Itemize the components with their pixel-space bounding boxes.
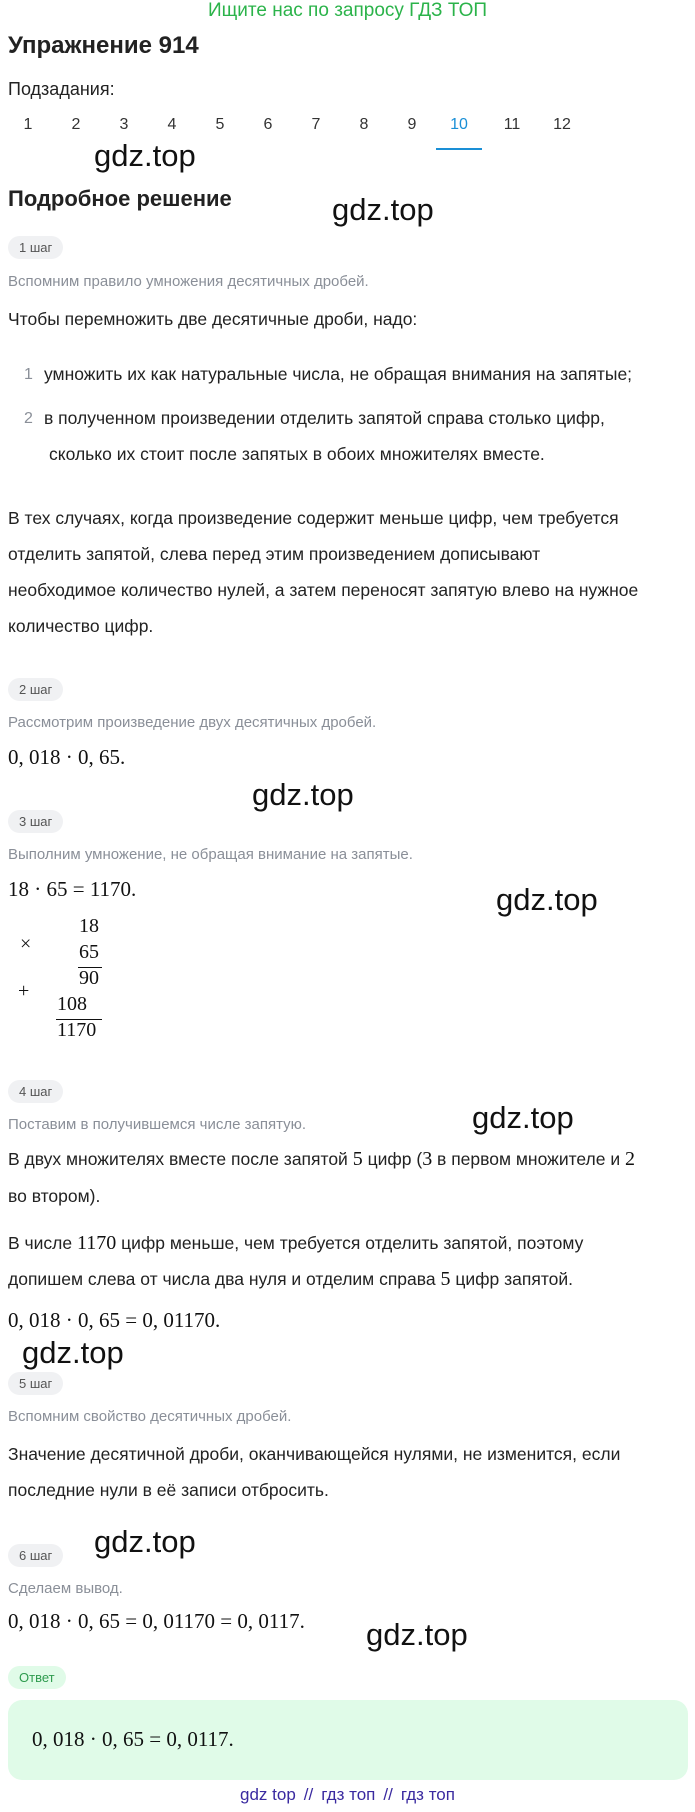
footer-link[interactable]: gdz top [240,1785,296,1804]
step-hint: Вспомним правило умножения десятичных дробей. [8,273,369,290]
tab-8[interactable]: 8 [359,116,369,133]
list-item: умножить их как натуральные числа, не обращая внимания на запятые; [44,364,633,384]
step-badge: 3 шаг [8,810,63,833]
tab-7[interactable]: 7 [311,116,321,133]
step-hint: Вспомним свойство десятичных дробей. [8,1408,292,1425]
list-item-cont: сколько их стоит после запятых в обоих множителях вместе. [49,444,545,464]
multiplicand: 18 [79,915,99,937]
step-hint: Поставим в получившемся числе запятую. [8,1116,307,1133]
footer-links [0,1785,695,1805]
partial-product: 108 [57,993,87,1015]
times-sign: × [20,933,32,955]
answer-expression: 0, 018 · 0, 65 = 0, 0117. [32,1727,234,1751]
footer-link[interactable]: гдз топ [400,1785,455,1804]
answer-badge: Ответ [8,1666,66,1689]
watermark: gdz.top [472,1100,574,1135]
tab-10[interactable]: 10 [436,110,482,150]
tab-5[interactable]: 5 [215,116,225,133]
tab-2[interactable]: 2 [71,116,81,133]
math-expression: 0, 018 · 0, 65. [8,745,126,769]
partial-product: 90 [79,967,99,989]
step-text: допишем слева от числа два нуля и отделим справа 5 цифр запятой. [8,1268,574,1290]
math-expression: 0, 018 · 0, 65 = 0, 01170. [8,1308,221,1332]
watermark: gdz.top [22,1335,124,1370]
paragraph-line: необходимое количество нулей, а затем переносят запятую влево на нужное [8,580,639,600]
tab-6[interactable]: 6 [263,116,273,133]
step-hint: Рассмотрим произведение двух десятичных дробей. [8,714,377,731]
step-text: последние нули в её записи отбросить. [8,1480,329,1500]
tab-11[interactable]: 11 [503,116,521,133]
watermark: gdz.top [366,1617,468,1652]
step-badge: 2 шаг [8,678,63,701]
plus-sign: + [18,980,30,1002]
watermark: gdz.top [252,777,354,812]
product-result: 1170 [57,1019,97,1041]
page-title: Упражнение 914 [8,32,199,59]
step-text: Чтобы перемножить две десятичные дроби, надо: [8,309,418,329]
subtasks-label: Подзадания: [8,79,115,99]
tab-12[interactable]: 12 [553,116,571,133]
tab-1[interactable]: 1 [23,116,33,133]
step-text: Значение десятичной дроби, оканчивающейся нулями, не изменится, если [8,1444,621,1464]
step-text: В числе 1170 цифр меньше, чем требуется отделить запятой, поэтому [8,1232,584,1254]
paragraph-line: В тех случаях, когда произведение содержит меньше цифр, чем требуется [8,508,619,528]
tab-9[interactable]: 9 [407,116,417,133]
step-badge: 1 шаг [8,236,63,259]
watermark: gdz.top [496,882,598,917]
step-text: во втором). [8,1186,101,1206]
multiplier: 65 [79,941,99,963]
footer-separator: // [303,1785,314,1804]
step-hint: Выполним умножение, не обращая внимание на запятые. [8,846,413,863]
list-number: 2 [24,410,33,427]
column-multiplication [0,910,140,1045]
step-badge: 5 шаг [8,1372,63,1395]
watermark: gdz.top [332,192,434,227]
footer-link[interactable]: гдз топ [321,1785,376,1804]
list-item: в полученном произведении отделить запятой справа столько цифр, [44,408,605,428]
footer-separator: // [383,1785,393,1804]
step-badge: 4 шаг [8,1080,63,1103]
list-number: 1 [24,366,33,383]
step-hint: Сделаем вывод. [8,1580,123,1597]
tab-3[interactable]: 3 [119,116,129,133]
tab-4[interactable]: 4 [167,116,177,133]
watermark: gdz.top [94,1524,196,1559]
search-banner: Ищите нас по запросу ГДЗ ТОП [207,0,488,21]
step-badge: 6 шаг [8,1544,63,1567]
paragraph-line: отделить запятой, слева перед этим произведением дописывают [8,544,541,564]
solution-title: Подробное решение [8,186,232,211]
paragraph-line: количество цифр. [8,616,154,636]
math-expression: 18 · 65 = 1170. [8,877,137,901]
step-text: В двух множителях вместе после запятой 5 цифр (3 в первом множителе и 2 [8,1148,636,1170]
math-expression: 0, 018 · 0, 65 = 0, 01170 = 0, 0117. [8,1609,305,1633]
watermark: gdz.top [94,138,196,173]
